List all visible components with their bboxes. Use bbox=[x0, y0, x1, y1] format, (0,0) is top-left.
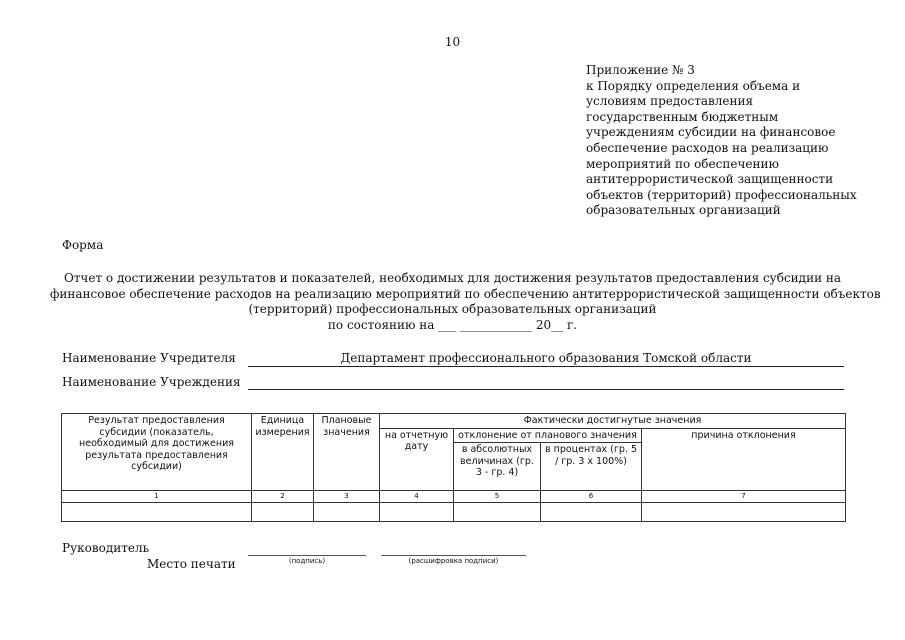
head-label: Руководитель bbox=[62, 541, 150, 555]
report-title-line: (территорий) профессиональных образовательных организаций bbox=[248, 302, 657, 316]
table-cell[interactable] bbox=[62, 503, 252, 522]
header-absolute: в абсолютных величинах (гр. 3 - гр. 4) bbox=[454, 443, 541, 491]
appendix-line: мероприятий по обеспечению bbox=[586, 156, 779, 171]
appendix-line: обеспечение расходов на реализацию bbox=[586, 140, 829, 155]
appendix-line: антитеррористической защищенности bbox=[586, 172, 834, 187]
header-unit: Единица измерения bbox=[252, 414, 314, 491]
form-label: Форма bbox=[62, 238, 104, 252]
report-title bbox=[50, 271, 881, 333]
signature-caption: (подпись) bbox=[288, 557, 326, 565]
decoding-caption: (расшифровка подписи) bbox=[408, 557, 499, 565]
institution-label: Наименование Учреждения bbox=[62, 375, 241, 389]
appendix-line: Приложение № 3 bbox=[586, 63, 695, 77]
header-reporting-date: на отчетную дату bbox=[380, 428, 454, 491]
header-percent: в процентах (гр. 5 / гр. 3 х 100%) bbox=[541, 443, 642, 491]
header-actual: Фактически достигнутые значения bbox=[380, 414, 846, 429]
appendix-line: образовательных организаций bbox=[586, 203, 781, 218]
founder-label: Наименование Учредителя bbox=[62, 351, 236, 365]
seal-label: Место печати bbox=[147, 557, 236, 571]
column-number: 6 bbox=[541, 491, 642, 503]
table-cell[interactable] bbox=[454, 503, 541, 522]
header-result: Результат предоставления субсидии (показатель, необходимый для достижения результата предоставления субсидии) bbox=[62, 414, 252, 491]
table-row bbox=[62, 503, 846, 522]
table-cell[interactable] bbox=[314, 503, 380, 522]
results-table bbox=[61, 413, 846, 522]
column-number: 1 bbox=[62, 491, 252, 503]
table-cell[interactable] bbox=[642, 503, 846, 522]
column-number: 2 bbox=[252, 491, 314, 503]
table-cell[interactable] bbox=[252, 503, 314, 522]
appendix-line: учреждениям субсидии на финансовое bbox=[586, 125, 836, 140]
appendix-line: объектов (территорий) профессиональных bbox=[586, 187, 857, 202]
page-number: 10 bbox=[444, 35, 461, 49]
column-number: 7 bbox=[642, 491, 846, 503]
header-planned: Плановые значения bbox=[314, 414, 380, 491]
founder-field[interactable]: Департамент профессионального образования Томской области bbox=[248, 351, 844, 367]
appendix-line: условиям предоставления bbox=[586, 94, 754, 109]
column-number: 4 bbox=[380, 491, 454, 503]
column-number: 5 bbox=[454, 491, 541, 503]
header-reason: причина отклонения bbox=[642, 428, 846, 491]
appendix-block bbox=[586, 63, 886, 219]
signature-line[interactable] bbox=[248, 555, 366, 556]
institution-field[interactable] bbox=[248, 374, 844, 390]
appendix-line: к Порядку определения объема и bbox=[586, 78, 801, 93]
column-number: 3 bbox=[314, 491, 380, 503]
appendix-line: государственным бюджетным bbox=[586, 109, 779, 124]
header-deviation: отклонение от планового значения bbox=[454, 428, 642, 443]
report-date-line: по состоянию на ___ ____________ 20__ г. bbox=[327, 317, 578, 332]
report-title-line: Отчет о достижении результатов и показателей, необходимых для достижения результатов предоставления субсидии на bbox=[63, 271, 842, 285]
report-title-line: финансовое обеспечение расходов на реализацию мероприятий по обеспечению антитеррористической защищенности объектов bbox=[50, 286, 881, 301]
table-cell[interactable] bbox=[380, 503, 454, 522]
table-cell[interactable] bbox=[541, 503, 642, 522]
decoding-line[interactable] bbox=[381, 555, 526, 556]
